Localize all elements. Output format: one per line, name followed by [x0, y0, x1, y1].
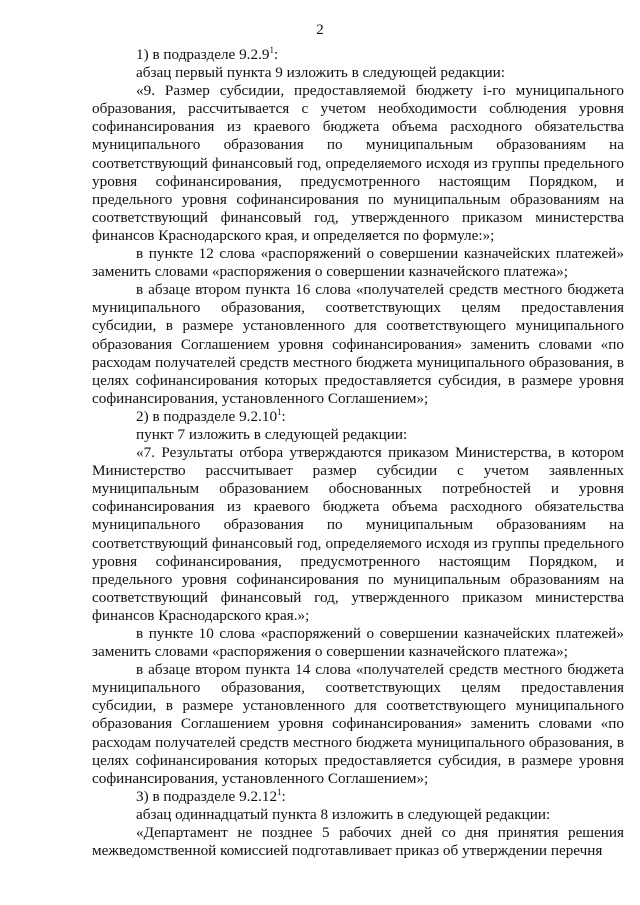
paragraph: в пункте 12 слова «распоряжений о совершении казначейских платежей» заменить словами «распоряжения о совершении казначейского платежа»;	[92, 245, 624, 281]
paragraph: в абзаце втором пункта 16 слова «получателей средств местного бюджета муниципального образования, соответствующих целям предоставления субсидии, в размере установленного для соответствующего муниципального образования Соглашением уровня софинансирования» заменить словами «по расходам получателей средств местного бюджета муниципального образования, в целях софинансирования которых предоставляется субсидия, в размере уровня софинансирования, установленного Соглашением»;	[92, 281, 624, 407]
paragraph: абзац одиннадцатый пункта 8 изложить в следующей редакции:	[136, 805, 551, 823]
paragraph-quote: «7. Результаты отбора утверждаются приказом Министерства, в котором Министерство рассчитывает размер субсидии с учетом заявленных муниципальным образованием обоснованных потребностей и уровня софинансирования из краевого бюджета объема расходного обязательства муниципального образования по муниципальным образованиям на соответствующий финансовый год, определяемого исходя из группы предельного уровня софинансирования, предусмотренного настоящим Порядком, и предельного уровня софинансирования по муниципальным образованиям на соответствующий финансовый год, утвержденного приказом министерства финансов Краснодарского края.»;	[92, 444, 624, 624]
paragraph-subsection-9-2-12: 3) в подразделе 9.2.12$^1$:	[136, 786, 286, 805]
paragraph-quote: «Департамент не позднее 5 рабочих дней со дня принятия решения межведомственной комиссией подготавливает приказ об утверждении перечня	[92, 824, 624, 860]
paragraph: пункт 7 изложить в следующей редакции:	[136, 425, 408, 443]
paragraph: в абзаце втором пункта 14 слова «получателей средств местного бюджета муниципального образования, соответствующих целям предоставления субсидии, в размере установленного для соответствующего муниципального образования Соглашением уровня софинансирования» заменить словами «по расходам получателей средств местного бюджета муниципального образования, в целях софинансирования которых предоставляется субсидия, в размере уровня софинансирования, установленного Соглашением»;	[92, 661, 624, 787]
paragraph: абзац первый пункта 9 изложить в следующей редакции:	[136, 64, 506, 82]
document-body	[92, 46, 624, 860]
paragraph: в пункте 10 слова «распоряжений о совершении казначейских платежей» заменить словами «распоряжения о совершении казначейского платежа»;	[92, 625, 624, 661]
page-number: 2	[316, 22, 324, 38]
paragraph-subsection-9-2-10: 2) в подразделе 9.2.10$^1$:	[136, 406, 286, 425]
paragraph-quote: «9. Размер субсидии, предоставляемой бюджету i-го муниципального образования, рассчитывается с учетом необходимости соблюдения уровня софинансирования из краевого бюджета объема расходного обязательства муниципального образования по муниципальным образованиям на соответствующий финансовый год, определяемого исходя из группы предельного уровня софинансирования, предусмотренного настоящим Порядком, и предельного уровня софинансирования по муниципальным образованиям на соответствующий финансовый год, утвержденного приказом министерства финансов Краснодарского края, и определяется по формуле:»;	[92, 82, 624, 244]
paragraph-subsection-9-2-9: 1) в подразделе 9.2.9$^1$:	[136, 44, 279, 63]
